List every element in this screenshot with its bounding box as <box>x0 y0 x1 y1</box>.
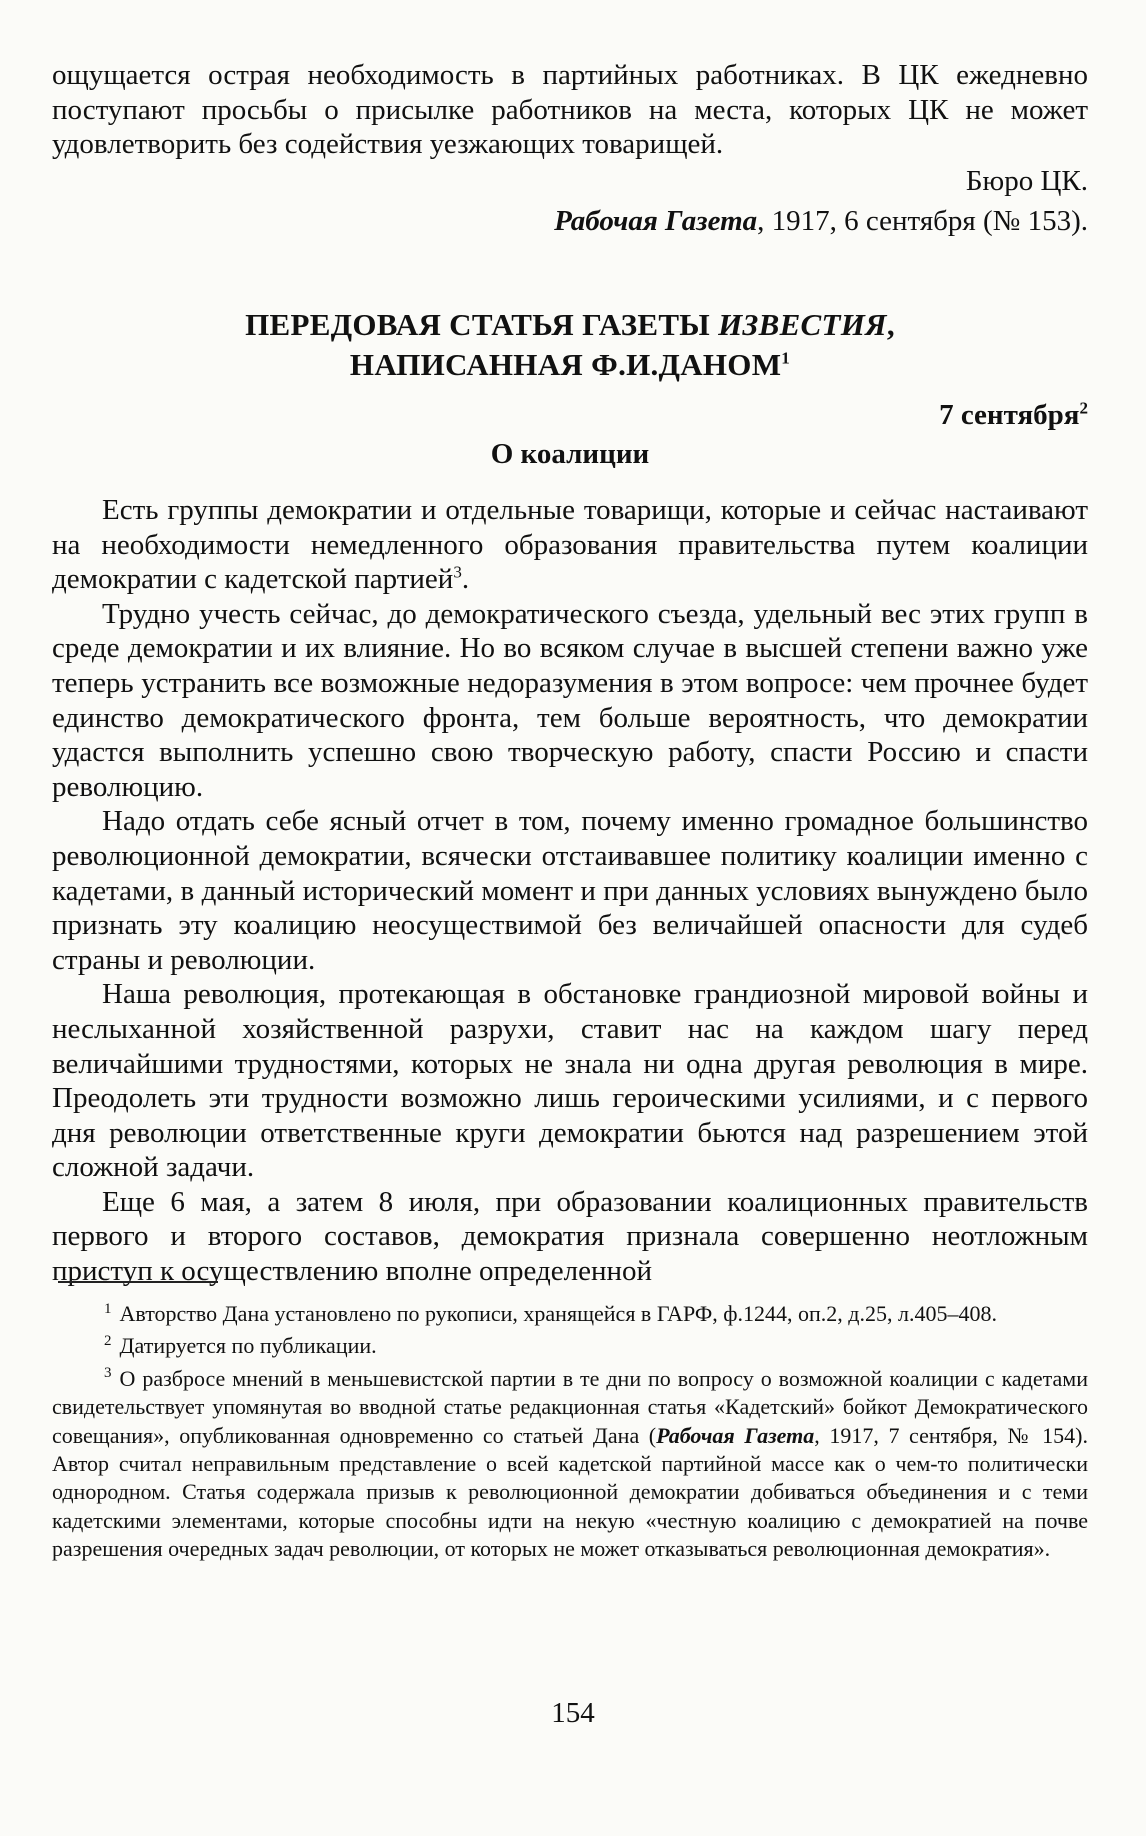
footnote-1: $^1$ Авторство Дана установлено по рукописи, хранящейся в ГАРФ, ф.1244, оп.2, д.25, л.405–408. <box>104 1300 997 1326</box>
source-title: Рабочая Газета <box>554 205 758 238</box>
footnote-2: $^2$ Датируется по публикации. <box>104 1333 377 1359</box>
source-citation <box>52 204 1088 239</box>
footnote-3: $^3$ О разбросе мнений в меньшевистской партии в те дни по вопросу о возможной коалиции с кадетами свидетельствует упомянутая во вводной статье редакционная статья «Кадетский» бойкот Демократического совещания», опубликованная одновременно со статьей Дана (Рабочая Газета, 1917, 7 сентября, № 154). Автор считал неправильным представление о всей кадетской партийной массе как о чем-то политически однородном. Статья содержала призыв к революционной демократии добиваться объединения и с теми кадетскими элементами, которые способны идти на некую «честную коалицию с демократией на почве разрешения очередных задач революции, от которых не может отказываться революционная демократия». <box>52 1365 1088 1562</box>
subtitle-block <box>52 437 1088 471</box>
source-details: , 1917, 6 сентября (№ 153). <box>757 205 1088 238</box>
heading-line-2: НАПИСАННАЯ Ф.И.ДАНОМ$^1$ <box>349 347 791 382</box>
article-paragraph: Надо отдать себе ясный отчет в том, почему именно громадное большинство революционной демократии, всячески отстаивавшее политику коалиции именно с кадетами, в данный исторический момент и при данных условиях вынуждено было признать эту коалицию неосуществимой без величайшей опасности для судеб страны и революции. <box>52 805 1088 976</box>
heading-line-1: ПЕРЕДОВАЯ СТАТЬЯ ГАЗЕТЫ ИЗВЕСТИЯ, <box>245 307 895 342</box>
article-paragraph: Наша революция, протекающая в обстановке грандиозной мировой войны и неслыханной хозяйственной разрухи, ставит нас на каждом шагу перед величайшими трудностями, которых не знала ни одна другая революция в мире. Преодолеть эти трудности возможно лишь героическими усилиями, и с первого дня революции ответственные круги демократии бьются над разрешением этой сложной задачи. <box>52 978 1088 1184</box>
article-paragraph: Трудно учесть сейчас, до демократического съезда, удельный вес этих групп в среде демократии и их влияние. Но во всяком случае в высшей степени важно уже теперь устранить все возможные недоразумения в этом вопросе: чем прочнее будет единство демократического фронта, тем больше вероятность, что демократии удастся выполнить успешно свою творческую работу, спасти Россию и спасти революцию. <box>52 597 1088 803</box>
intro-block <box>52 58 1088 239</box>
article-date: 7 сентября$^2$ <box>939 398 1088 431</box>
article-subtitle: О коалиции <box>490 438 650 470</box>
footnote-ref-2: 2 <box>1079 398 1088 418</box>
article-body <box>52 493 1088 1289</box>
signature: Бюро ЦК. <box>965 164 1088 197</box>
footnote-ref-3: 3 <box>453 562 462 582</box>
article-heading <box>52 305 1088 385</box>
page-number: 154 <box>551 1697 595 1729</box>
article-paragraph: Еще 6 мая, а затем 8 июля, при образовании коалиционных правительств первого и второго составов, демократия признала совершенно неотложным приступ к осуществлению вполне определенной <box>52 1185 1088 1288</box>
footnote-ref-1: 1 <box>781 348 791 368</box>
footnote-divider <box>58 1281 218 1283</box>
footnotes <box>52 1300 1088 1564</box>
footnote-source-title: Рабочая Газета <box>656 1422 815 1448</box>
article-paragraph: Есть группы демократии и отдельные товарищи, которые и сейчас настаивают на необходимости немедленного образования правительства путем коалиции демократии с кадетской партией$^3$. <box>52 494 1088 596</box>
date-block <box>52 398 1088 432</box>
newspaper-name: ИЗВЕСТИЯ <box>718 307 887 342</box>
intro-paragraph: ощущается острая необходимость в партийных работниках. В ЦК ежедневно поступают просьбы о присылке работников на места, которых ЦК не может удовлетворить без содействия уезжающих товарищей. <box>52 59 1088 161</box>
